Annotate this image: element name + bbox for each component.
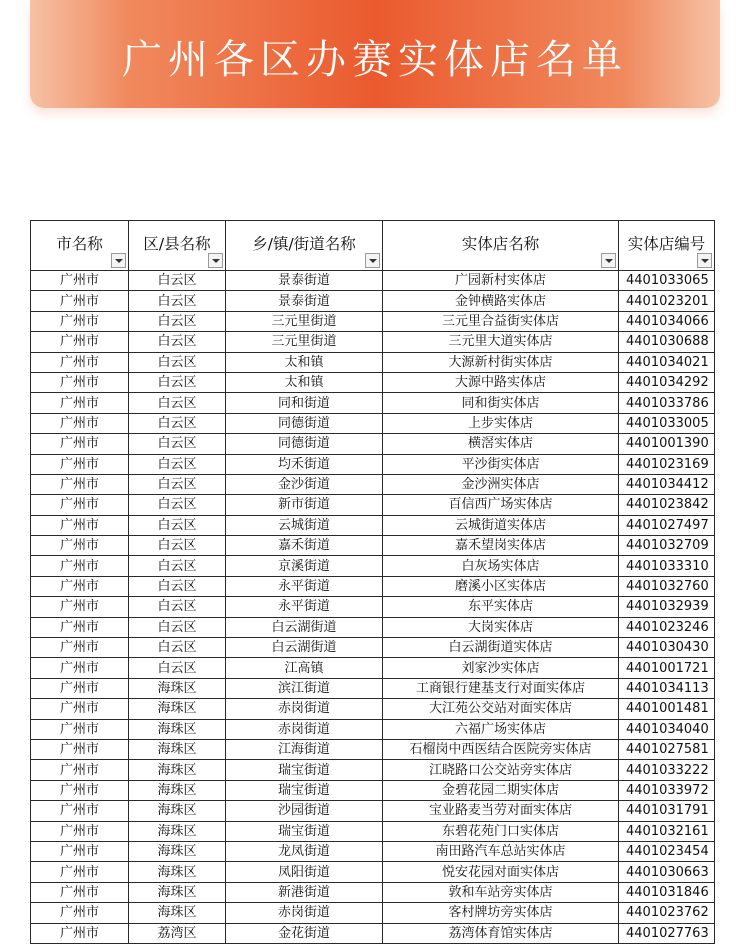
table-row[interactable] bbox=[31, 291, 715, 311]
cell-district[interactable]: 白云区 bbox=[129, 271, 226, 291]
cell-store-code[interactable]: 4401033310 bbox=[619, 556, 715, 576]
table-row[interactable] bbox=[31, 434, 715, 454]
cell-street[interactable]: 太和镇 bbox=[226, 372, 383, 392]
cell-store-code[interactable]: 4401027497 bbox=[619, 515, 715, 535]
table-row[interactable] bbox=[31, 923, 715, 943]
table-row[interactable] bbox=[31, 658, 715, 678]
cell-street[interactable]: 太和镇 bbox=[226, 352, 383, 372]
header-label: 实体店编号 bbox=[627, 234, 706, 253]
cell-store-name[interactable]: 平沙街实体店 bbox=[383, 454, 619, 474]
cell-street[interactable]: 永平街道 bbox=[226, 576, 383, 596]
table-row[interactable] bbox=[31, 903, 715, 923]
table-row[interactable] bbox=[31, 801, 715, 821]
cell-street[interactable]: 龙凤街道 bbox=[226, 841, 383, 861]
cell-store-name[interactable]: 工商银行建基支行对面实体店 bbox=[383, 678, 619, 698]
cell-store-name[interactable]: 石榴岗中西医结合医院旁实体店 bbox=[383, 739, 619, 759]
cell-store-name[interactable]: 南田路汽车总站实体店 bbox=[383, 841, 619, 861]
cell-store-name[interactable]: 金钟横路实体店 bbox=[383, 291, 619, 311]
table-row[interactable] bbox=[31, 882, 715, 902]
cell-store-name[interactable]: 百信西广场实体店 bbox=[383, 495, 619, 515]
cell-city[interactable]: 广州市 bbox=[31, 923, 129, 943]
cell-city[interactable]: 广州市 bbox=[31, 841, 129, 861]
cell-district[interactable]: 白云区 bbox=[129, 372, 226, 392]
filter-dropdown-icon[interactable] bbox=[111, 253, 126, 268]
table-row[interactable] bbox=[31, 617, 715, 637]
cell-city[interactable]: 广州市 bbox=[31, 801, 129, 821]
cell-district[interactable]: 荔湾区 bbox=[129, 923, 226, 943]
cell-city[interactable]: 广州市 bbox=[31, 413, 129, 433]
cell-city[interactable]: 广州市 bbox=[31, 576, 129, 596]
header-label: 市名称 bbox=[56, 234, 103, 253]
title-banner bbox=[30, 0, 720, 108]
cell-store-code[interactable]: 4401033222 bbox=[619, 760, 715, 780]
cell-store-name[interactable]: 敦和车站旁实体店 bbox=[383, 882, 619, 902]
table-row[interactable] bbox=[31, 413, 715, 433]
table-row[interactable] bbox=[31, 678, 715, 698]
table-row[interactable] bbox=[31, 352, 715, 372]
cell-city[interactable]: 广州市 bbox=[31, 699, 129, 719]
cell-store-code[interactable]: 4401031846 bbox=[619, 882, 715, 902]
cell-store-code[interactable]: 4401023842 bbox=[619, 495, 715, 515]
header-label: 实体店名称 bbox=[461, 234, 540, 253]
cell-store-name[interactable]: 东碧花苑门口实体店 bbox=[383, 821, 619, 841]
cell-district[interactable]: 白云区 bbox=[129, 536, 226, 556]
cell-district[interactable]: 白云区 bbox=[129, 576, 226, 596]
cell-district[interactable]: 白云区 bbox=[129, 413, 226, 433]
cell-city[interactable]: 广州市 bbox=[31, 434, 129, 454]
cell-district[interactable]: 白云区 bbox=[129, 556, 226, 576]
cell-city[interactable]: 广州市 bbox=[31, 393, 129, 413]
cell-store-name[interactable]: 宝业路麦当劳对面实体店 bbox=[383, 801, 619, 821]
header-city bbox=[31, 221, 129, 271]
cell-city[interactable]: 广州市 bbox=[31, 862, 129, 882]
cell-store-name[interactable]: 大岗实体店 bbox=[383, 617, 619, 637]
cell-store-code[interactable]: 4401030430 bbox=[619, 638, 715, 658]
cell-store-name[interactable]: 六福广场实体店 bbox=[383, 719, 619, 739]
cell-store-code[interactable]: 4401023246 bbox=[619, 617, 715, 637]
cell-street[interactable]: 赤岗街道 bbox=[226, 719, 383, 739]
cell-store-name[interactable]: 客村牌坊旁实体店 bbox=[383, 903, 619, 923]
cell-district[interactable]: 白云区 bbox=[129, 515, 226, 535]
cell-store-name[interactable]: 白灰场实体店 bbox=[383, 556, 619, 576]
cell-store-code[interactable]: 4401034066 bbox=[619, 311, 715, 331]
cell-district[interactable]: 海珠区 bbox=[129, 739, 226, 759]
cell-city[interactable]: 广州市 bbox=[31, 454, 129, 474]
cell-city[interactable]: 广州市 bbox=[31, 495, 129, 515]
cell-store-name[interactable]: 大源新村街实体店 bbox=[383, 352, 619, 372]
cell-district[interactable]: 白云区 bbox=[129, 393, 226, 413]
cell-district[interactable]: 海珠区 bbox=[129, 780, 226, 800]
cell-city[interactable]: 广州市 bbox=[31, 780, 129, 800]
cell-store-code[interactable]: 4401033065 bbox=[619, 271, 715, 291]
table-row[interactable] bbox=[31, 474, 715, 494]
cell-street[interactable]: 同德街道 bbox=[226, 413, 383, 433]
cell-store-code[interactable]: 4401023201 bbox=[619, 291, 715, 311]
cell-street[interactable]: 京溪街道 bbox=[226, 556, 383, 576]
cell-district[interactable]: 海珠区 bbox=[129, 760, 226, 780]
cell-district[interactable]: 海珠区 bbox=[129, 719, 226, 739]
cell-district[interactable]: 海珠区 bbox=[129, 821, 226, 841]
cell-district[interactable]: 白云区 bbox=[129, 332, 226, 352]
table-row[interactable] bbox=[31, 862, 715, 882]
table-row[interactable] bbox=[31, 332, 715, 352]
cell-city[interactable]: 广州市 bbox=[31, 291, 129, 311]
table-row[interactable] bbox=[31, 556, 715, 576]
cell-street[interactable]: 同和街道 bbox=[226, 393, 383, 413]
cell-city[interactable]: 广州市 bbox=[31, 739, 129, 759]
cell-city[interactable]: 广州市 bbox=[31, 882, 129, 902]
table-row[interactable] bbox=[31, 638, 715, 658]
table-row[interactable] bbox=[31, 311, 715, 331]
cell-store-code[interactable]: 4401034021 bbox=[619, 352, 715, 372]
store-table-container bbox=[30, 220, 714, 944]
header-street bbox=[226, 221, 383, 271]
cell-store-name[interactable]: 东平实体店 bbox=[383, 597, 619, 617]
table-row[interactable] bbox=[31, 515, 715, 535]
cell-store-code[interactable]: 4401030663 bbox=[619, 862, 715, 882]
cell-store-code[interactable]: 4401027763 bbox=[619, 923, 715, 943]
cell-street[interactable]: 金沙街道 bbox=[226, 474, 383, 494]
cell-city[interactable]: 广州市 bbox=[31, 821, 129, 841]
cell-street[interactable]: 沙园街道 bbox=[226, 801, 383, 821]
cell-store-code[interactable]: 4401034412 bbox=[619, 474, 715, 494]
cell-store-code[interactable]: 4401032709 bbox=[619, 536, 715, 556]
cell-district[interactable]: 海珠区 bbox=[129, 801, 226, 821]
cell-store-name[interactable]: 刘家沙实体店 bbox=[383, 658, 619, 678]
cell-store-code[interactable]: 4401032939 bbox=[619, 597, 715, 617]
cell-street[interactable]: 嘉禾街道 bbox=[226, 536, 383, 556]
cell-store-code[interactable]: 4401023454 bbox=[619, 841, 715, 861]
cell-city[interactable]: 广州市 bbox=[31, 372, 129, 392]
cell-street[interactable]: 赤岗街道 bbox=[226, 699, 383, 719]
cell-store-name[interactable]: 白云湖街道实体店 bbox=[383, 638, 619, 658]
cell-street[interactable]: 瑞宝街道 bbox=[226, 821, 383, 841]
cell-city[interactable]: 广州市 bbox=[31, 903, 129, 923]
cell-street[interactable]: 三元里街道 bbox=[226, 311, 383, 331]
cell-store-name[interactable]: 上步实体店 bbox=[383, 413, 619, 433]
cell-street[interactable]: 同德街道 bbox=[226, 434, 383, 454]
cell-district[interactable]: 白云区 bbox=[129, 434, 226, 454]
cell-store-name[interactable]: 广园新村实体店 bbox=[383, 271, 619, 291]
filter-dropdown-icon[interactable] bbox=[697, 253, 712, 268]
cell-store-name[interactable]: 磨溪小区实体店 bbox=[383, 576, 619, 596]
cell-district[interactable]: 白云区 bbox=[129, 291, 226, 311]
cell-store-code[interactable]: 4401001481 bbox=[619, 699, 715, 719]
cell-district[interactable]: 白云区 bbox=[129, 454, 226, 474]
table-row[interactable] bbox=[31, 372, 715, 392]
table-body bbox=[31, 271, 715, 944]
header-row bbox=[31, 221, 715, 271]
cell-district[interactable]: 海珠区 bbox=[129, 882, 226, 902]
cell-store-name[interactable]: 荔湾体育馆实体店 bbox=[383, 923, 619, 943]
header-store-name bbox=[383, 221, 619, 271]
cell-district[interactable]: 海珠区 bbox=[129, 699, 226, 719]
cell-city[interactable]: 广州市 bbox=[31, 556, 129, 576]
table-row[interactable] bbox=[31, 576, 715, 596]
table-row[interactable] bbox=[31, 780, 715, 800]
cell-store-name[interactable]: 悦安花园对面实体店 bbox=[383, 862, 619, 882]
cell-store-name[interactable]: 嘉禾望岗实体店 bbox=[383, 536, 619, 556]
cell-street[interactable]: 景泰街道 bbox=[226, 291, 383, 311]
table-row[interactable] bbox=[31, 739, 715, 759]
table-row[interactable] bbox=[31, 821, 715, 841]
cell-store-name[interactable]: 大源中路实体店 bbox=[383, 372, 619, 392]
table-row[interactable] bbox=[31, 271, 715, 291]
cell-store-name[interactable]: 金沙洲实体店 bbox=[383, 474, 619, 494]
cell-store-code[interactable]: 4401001390 bbox=[619, 434, 715, 454]
cell-store-name[interactable]: 大江苑公交站对面实体店 bbox=[383, 699, 619, 719]
table-row[interactable] bbox=[31, 699, 715, 719]
cell-city[interactable]: 广州市 bbox=[31, 332, 129, 352]
table-row[interactable] bbox=[31, 760, 715, 780]
cell-street[interactable]: 三元里街道 bbox=[226, 332, 383, 352]
cell-store-code[interactable]: 4401023169 bbox=[619, 454, 715, 474]
cell-store-code[interactable]: 4401034292 bbox=[619, 372, 715, 392]
cell-district[interactable]: 白云区 bbox=[129, 311, 226, 331]
cell-store-name[interactable]: 三元里大道实体店 bbox=[383, 332, 619, 352]
cell-city[interactable]: 广州市 bbox=[31, 536, 129, 556]
cell-street[interactable]: 景泰街道 bbox=[226, 271, 383, 291]
table-row[interactable] bbox=[31, 495, 715, 515]
table-row[interactable] bbox=[31, 597, 715, 617]
cell-street[interactable]: 白云湖街道 bbox=[226, 638, 383, 658]
cell-district[interactable]: 白云区 bbox=[129, 495, 226, 515]
cell-city[interactable]: 广州市 bbox=[31, 597, 129, 617]
cell-city[interactable]: 广州市 bbox=[31, 719, 129, 739]
cell-street[interactable]: 滨江街道 bbox=[226, 678, 383, 698]
cell-street[interactable]: 金花街道 bbox=[226, 923, 383, 943]
cell-district[interactable]: 白云区 bbox=[129, 474, 226, 494]
cell-store-code[interactable]: 4401033972 bbox=[619, 780, 715, 800]
cell-street[interactable]: 江高镇 bbox=[226, 658, 383, 678]
cell-district[interactable]: 海珠区 bbox=[129, 678, 226, 698]
header-label: 区/县名称 bbox=[143, 234, 211, 253]
cell-street[interactable]: 新港街道 bbox=[226, 882, 383, 902]
cell-store-code[interactable]: 4401034040 bbox=[619, 719, 715, 739]
cell-store-code[interactable]: 4401032760 bbox=[619, 576, 715, 596]
filter-dropdown-icon[interactable] bbox=[601, 253, 616, 268]
cell-street[interactable]: 新市街道 bbox=[226, 495, 383, 515]
cell-district[interactable]: 白云区 bbox=[129, 638, 226, 658]
table-row[interactable] bbox=[31, 454, 715, 474]
table-row[interactable] bbox=[31, 536, 715, 556]
filter-dropdown-icon[interactable] bbox=[208, 253, 223, 268]
cell-street[interactable]: 赤岗街道 bbox=[226, 903, 383, 923]
cell-store-code[interactable]: 4401033005 bbox=[619, 413, 715, 433]
cell-city[interactable]: 广州市 bbox=[31, 658, 129, 678]
cell-street[interactable]: 白云湖街道 bbox=[226, 617, 383, 637]
cell-store-code[interactable]: 4401032161 bbox=[619, 821, 715, 841]
cell-store-code[interactable]: 4401033786 bbox=[619, 393, 715, 413]
cell-street[interactable]: 均禾街道 bbox=[226, 454, 383, 474]
cell-district[interactable]: 白云区 bbox=[129, 352, 226, 372]
cell-district[interactable]: 白云区 bbox=[129, 597, 226, 617]
header-store-code bbox=[619, 221, 715, 271]
filter-dropdown-icon[interactable] bbox=[365, 253, 380, 268]
store-table bbox=[30, 220, 715, 944]
cell-store-name[interactable]: 同和街实体店 bbox=[383, 393, 619, 413]
cell-store-code[interactable]: 4401031791 bbox=[619, 801, 715, 821]
cell-district[interactable]: 海珠区 bbox=[129, 862, 226, 882]
cell-street[interactable]: 江海街道 bbox=[226, 739, 383, 759]
cell-district[interactable]: 白云区 bbox=[129, 658, 226, 678]
cell-store-name[interactable]: 江晓路口公交站旁实体店 bbox=[383, 760, 619, 780]
cell-district[interactable]: 海珠区 bbox=[129, 903, 226, 923]
cell-street[interactable]: 瑞宝街道 bbox=[226, 760, 383, 780]
table-row[interactable] bbox=[31, 393, 715, 413]
cell-store-code[interactable]: 4401001721 bbox=[619, 658, 715, 678]
cell-district[interactable]: 白云区 bbox=[129, 617, 226, 637]
cell-city[interactable]: 广州市 bbox=[31, 678, 129, 698]
cell-city[interactable]: 广州市 bbox=[31, 474, 129, 494]
cell-store-code[interactable]: 4401034113 bbox=[619, 678, 715, 698]
cell-store-name[interactable]: 云城街道实体店 bbox=[383, 515, 619, 535]
cell-city[interactable]: 广州市 bbox=[31, 271, 129, 291]
cell-city[interactable]: 广州市 bbox=[31, 515, 129, 535]
cell-district[interactable]: 海珠区 bbox=[129, 841, 226, 861]
cell-store-code[interactable]: 4401023762 bbox=[619, 903, 715, 923]
cell-street[interactable]: 瑞宝街道 bbox=[226, 780, 383, 800]
cell-city[interactable]: 广州市 bbox=[31, 638, 129, 658]
cell-city[interactable]: 广州市 bbox=[31, 760, 129, 780]
cell-store-code[interactable]: 4401027581 bbox=[619, 739, 715, 759]
cell-store-code[interactable]: 4401030688 bbox=[619, 332, 715, 352]
header-label: 乡/镇/街道名称 bbox=[252, 234, 356, 253]
cell-store-name[interactable]: 金碧花园二期实体店 bbox=[383, 780, 619, 800]
cell-store-name[interactable]: 横滘实体店 bbox=[383, 434, 619, 454]
header-district bbox=[129, 221, 226, 271]
page-title: 广州各区办赛实体店名单 bbox=[122, 37, 628, 83]
cell-store-name[interactable]: 三元里合益街实体店 bbox=[383, 311, 619, 331]
cell-street[interactable]: 凤阳街道 bbox=[226, 862, 383, 882]
table-row[interactable] bbox=[31, 841, 715, 861]
cell-street[interactable]: 云城街道 bbox=[226, 515, 383, 535]
cell-street[interactable]: 永平街道 bbox=[226, 597, 383, 617]
cell-city[interactable]: 广州市 bbox=[31, 352, 129, 372]
cell-city[interactable]: 广州市 bbox=[31, 617, 129, 637]
table-row[interactable] bbox=[31, 719, 715, 739]
cell-city[interactable]: 广州市 bbox=[31, 311, 129, 331]
